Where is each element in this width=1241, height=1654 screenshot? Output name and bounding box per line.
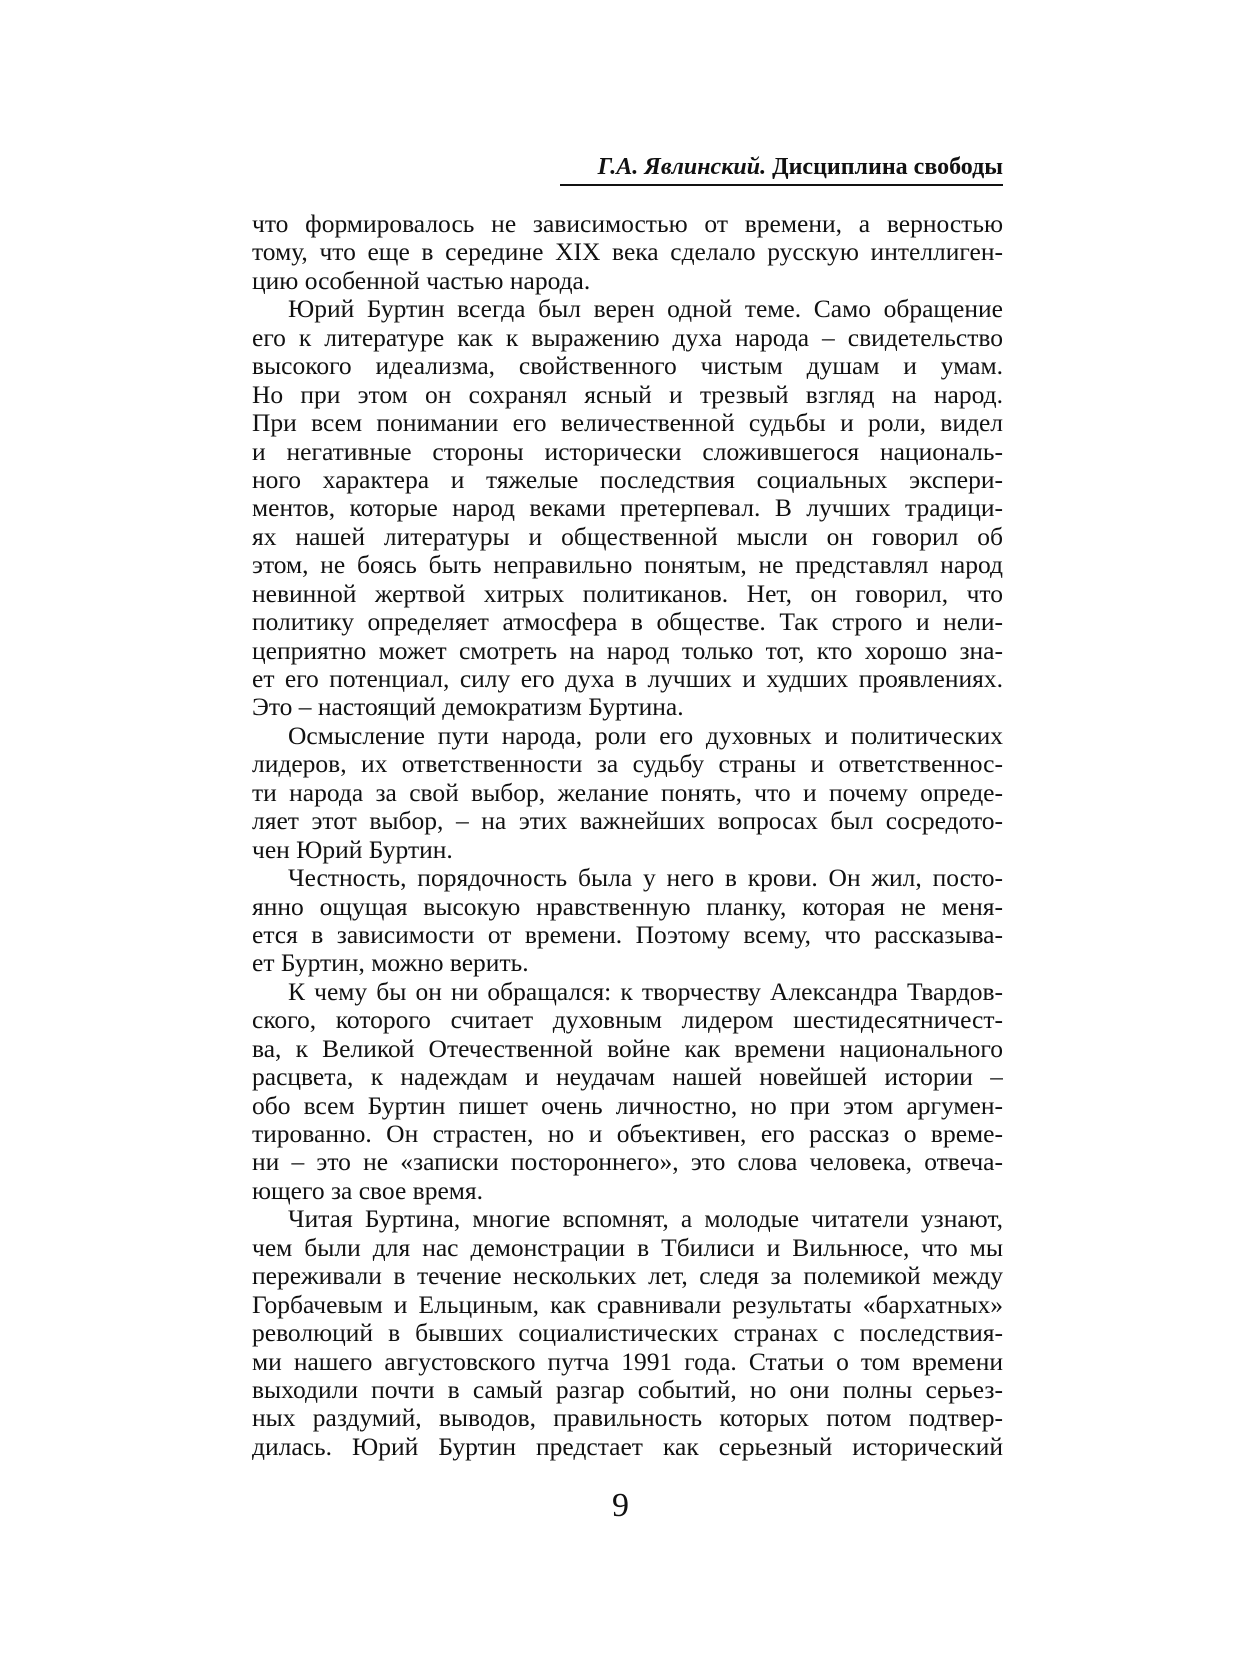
text-line: К чему бы он ни обращался: к творчеству Александра Твардов- [288,977,1003,1006]
paragraph [252,722,1003,864]
text-line: ных раздумий, выводов, правильность которых потом подтвер- [252,1404,1003,1433]
text-line: революций в бывших социалистических странах с последствия- [252,1319,1003,1348]
text-line: ет его потенциал, силу его духа в лучших и худших проявлениях. [252,665,1003,693]
text-line: Читая Буртина, многие вспомнят, а молодые читатели узнают, [288,1205,1003,1234]
text-line: переживали в течение нескольких лет, следя за полемикой между [252,1262,1003,1291]
text-line: чен Юрий Буртин. [252,835,453,864]
text-line: ни – это не «записки постороннего», это слова человека, отвеча- [252,1148,1003,1177]
text-line: дилась. Юрий Буртин предстает как серьезный исторический [252,1432,1003,1461]
text-line: Юрий Буртин всегда был верен одной теме. Само обращение [288,295,1003,324]
text-line: этом, не боясь быть неправильно понятым, не представлял народ [252,551,1003,580]
text-line: политику определяет атмосфера в обществе. Так строго и нели- [252,608,1003,637]
text-line: ного характера и тяжелые последствия социальных экспери- [252,465,1003,494]
text-line: цию особенной частью народа. [252,266,591,295]
text-line: его к литературе как к выражению духа народа – свидетельство [252,323,1003,352]
paragraph [252,978,1003,1206]
text-line: ющего за свое время. [252,1176,484,1205]
text-line: янно ощущая высокую нравственную планку, которая не меня- [252,892,1003,921]
text-line: Это – настоящий демократизм Буртина. [252,693,684,722]
text-line: ти народа за свой выбор, желание понять, что и почему опреде- [252,778,1003,807]
text-line: ляет этот выбор, – на этих важнейших вопросах был сосредото- [252,807,1003,836]
text-line: ва, к Великой Отечественной войне как времени национального [252,1034,1003,1063]
text-line: ях нашей литературы и общественной мысли он говорил об [252,522,1003,551]
text-line: обо всем Буртин пишет очень личностно, но при этом аргумен- [252,1091,1003,1120]
text-line: тому, что еще в середине XIX века сделало русскую интеллиген- [252,238,1003,267]
text-line: Горбачевым и Ельциным, как сравнивали результаты «бархатных» [252,1290,1003,1319]
text-line: ется в зависимости от времени. Поэтому всему, что рассказыва- [252,920,1003,949]
text-line: расцвета, к надеждам и неудачам нашей новейшей истории – [252,1063,1003,1092]
text-line: Осмысление пути народа, роли его духовных и политических [288,721,1003,750]
text-line: Но при этом он сохранял ясный и трезвый взгляд на народ. [252,380,1003,409]
text-line: ского, которого считает духовным лидером шестидесятничест- [252,1006,1003,1035]
paragraph [252,210,1003,295]
text-line: ми нашего августовского путча 1991 года. Статьи о том времени [252,1347,1003,1376]
text-line: Честность, порядочность была у него в крови. Он жил, посто- [288,864,1003,893]
text-line: ментов, которые народ веками претерпевал. В лучших традици- [252,494,1003,523]
text-line: что формировалось не зависимостью от времени, а верностью [252,210,1003,238]
text-line: лидеров, их ответственности за судьбу страны и ответственнос- [252,750,1003,779]
text-line: выходили почти в самый разгар событий, но они полны серьез- [252,1375,1003,1404]
body-text [252,210,1003,1461]
paragraph [252,295,1003,722]
text-line: и негативные стороны исторически сложившегося националь- [252,437,1003,466]
text-line: тированно. Он страстен, но и объективен, его рассказ о време- [252,1120,1003,1148]
text-line: невинной жертвой хитрых политиканов. Нет, он говорил, что [252,579,1003,608]
header-title: Дисциплина свободы [772,154,1003,180]
text-line: цеприятно может смотреть на народ только тот, кто хорошо зна- [252,636,1003,665]
text-line: ет Буртин, можно верить. [252,949,529,978]
text-line: чем были для нас демонстрации в Тбилиси и Вильнюсе, что мы [252,1233,1003,1262]
paragraph [252,1205,1003,1461]
paragraph [252,864,1003,978]
text-line: При всем понимании его величественной судьбы и роли, видел [252,409,1003,438]
running-header [560,152,1003,186]
page-number: 9 [612,1487,629,1524]
header-author: Г.А. Явлинский. [597,154,767,180]
text-line: высокого идеализма, свойственного чистым душам и умам. [252,352,1003,381]
